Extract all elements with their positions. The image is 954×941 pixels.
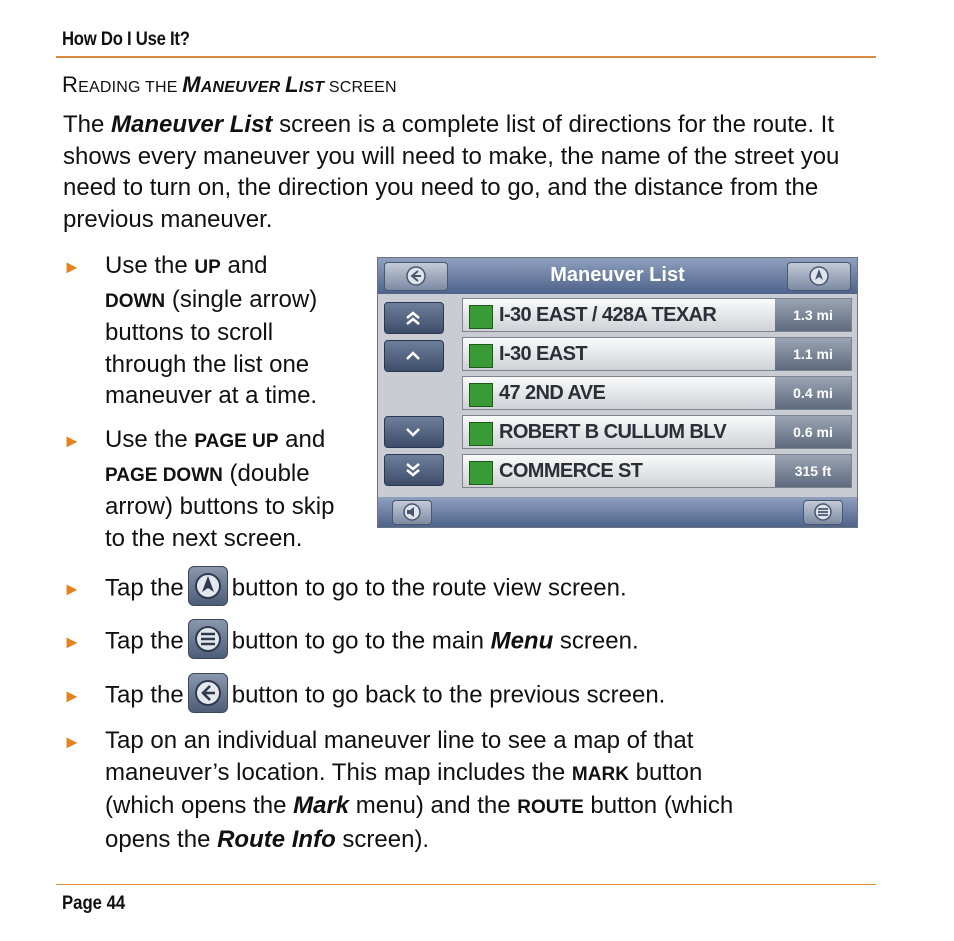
bullet-arrow-icon: ► — [63, 686, 81, 706]
maneuver-distance: 0.4 mi — [775, 377, 851, 409]
route-view-icon — [188, 566, 228, 606]
chevron-up-icon — [403, 347, 423, 365]
bullet-arrow-icon: ► — [63, 732, 81, 752]
page-up-button[interactable] — [384, 302, 444, 334]
turn-sign-icon — [469, 383, 493, 407]
menu-icon — [188, 619, 228, 659]
maneuver-list-screenshot — [377, 257, 858, 528]
maneuver-street: ROBERT B CULLUM BLV — [499, 421, 727, 443]
turn-sign-icon — [469, 344, 493, 368]
maneuver-street: I-30 EAST — [499, 343, 587, 365]
page-down-button[interactable] — [384, 454, 444, 486]
maneuver-row[interactable] — [462, 298, 852, 332]
menu-button[interactable] — [803, 500, 843, 525]
maneuver-row[interactable] — [462, 376, 852, 410]
chevron-down-icon — [403, 423, 423, 441]
speaker-icon — [401, 502, 423, 522]
bullet-arrow-icon: ► — [63, 579, 81, 599]
bullet-arrow-icon: ► — [63, 257, 81, 277]
maneuver-row[interactable] — [462, 337, 852, 371]
turn-sign-icon — [469, 305, 493, 329]
double-chevron-down-icon — [403, 461, 423, 479]
running-header: How Do I Use It? — [62, 29, 190, 50]
page-number: Page 44 — [62, 893, 126, 914]
footer-rule — [56, 884, 876, 885]
compass-icon — [807, 265, 831, 287]
screen-title: Maneuver List — [550, 264, 685, 286]
intro-paragraph: The Maneuver List screen is a complete list of directions for the route. It shows every maneuver you will need to make, the name of the street you need to turn on, the direction you need to go, and the distance from the previous maneuver. — [63, 111, 840, 233]
down-button[interactable] — [384, 416, 444, 448]
maneuver-row[interactable] — [462, 415, 852, 449]
screen-bottom-bar — [378, 497, 857, 527]
maneuver-street: COMMERCE ST — [499, 460, 643, 482]
back-icon — [188, 673, 228, 713]
maneuver-distance: 1.1 mi — [775, 338, 851, 370]
bullet-arrow-icon: ► — [63, 632, 81, 652]
maneuver-distance: 315 ft — [775, 455, 851, 487]
section-title: READING THE MANEUVER LIST SCREEN — [62, 72, 397, 97]
maneuver-distance: 1.3 mi — [775, 299, 851, 331]
maneuver-street: I-30 EAST / 428A TEXAR — [499, 304, 717, 326]
double-chevron-up-icon — [403, 309, 423, 327]
header-rule — [56, 56, 876, 58]
screen-title-bar — [378, 258, 857, 294]
bullet-arrow-icon: ► — [63, 431, 81, 451]
maneuver-row[interactable] — [462, 454, 852, 488]
turn-sign-icon — [469, 422, 493, 446]
maneuver-distance: 0.6 mi — [775, 416, 851, 448]
maneuver-street: 47 2ND AVE — [499, 382, 606, 404]
turn-sign-icon — [469, 461, 493, 485]
route-view-button[interactable] — [787, 262, 851, 291]
menu-icon — [812, 502, 834, 522]
up-button[interactable] — [384, 340, 444, 372]
volume-button[interactable] — [392, 500, 432, 525]
